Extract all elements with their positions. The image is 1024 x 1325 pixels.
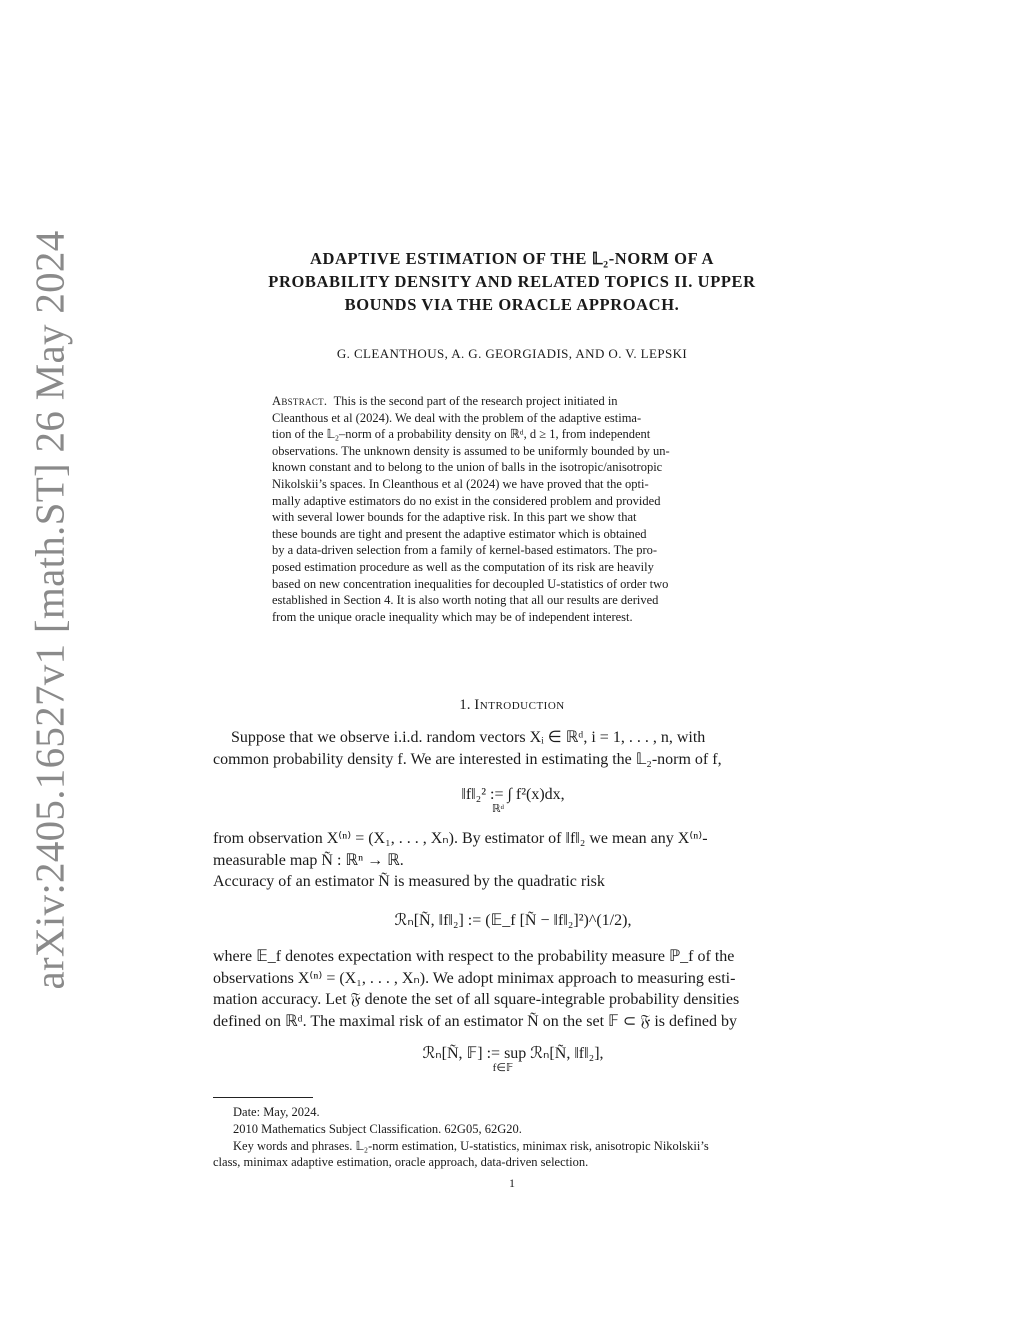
- paragraph-3: [213, 946, 813, 1032]
- abstract-line: tion of the 𝕃₂–norm of a probability density on ℝᵈ, d ≥ 1, from independent: [272, 427, 651, 442]
- equation-subscript: ℝᵈ: [491, 803, 505, 815]
- body-line: mation accuracy. Let 𝔉 denote the set of all square-integrable probability densities: [213, 991, 740, 1008]
- body-line: defined on ℝᵈ. The maximal risk of an estimator Ñ on the set 𝔽 ⊂ 𝔉 is defined by: [213, 1012, 737, 1030]
- abstract-line: with several lower bounds for the adaptive risk. In this part we show that: [272, 510, 637, 525]
- arxiv-stamp: [20, 230, 80, 990]
- abstract-heading: Abstract.: [272, 394, 328, 408]
- abstract-line: from the unique oracle inequality which may be of independent interest.: [272, 609, 633, 624]
- abstract-line: posed estimation procedure as well as the computation of its risk are heavily: [272, 559, 654, 574]
- abstract-line: known constant and to belong to the union of balls in the isotropic/anisotropic: [272, 460, 663, 475]
- equation-body: ‖f‖₂² := ∫ f²(x)dx,: [461, 786, 565, 803]
- section-number: 1.: [459, 697, 471, 713]
- body-line: from observation X⁽ⁿ⁾ = (X₁, . . . , Xₙ). By estimator of ‖f‖₂ we mean any X⁽ⁿ⁾-: [213, 830, 708, 847]
- body-line: observations X⁽ⁿ⁾ = (X₁, . . . , Xₙ). We adopt minimax approach to measuring esti-: [213, 969, 736, 987]
- abstract-line: these bounds are tight and present the adaptive estimator which is obtained: [272, 526, 647, 541]
- footnote-msc: 2010 Mathematics Subject Classification. 62G05, 62G20.: [233, 1121, 522, 1136]
- equation-maximal-risk: [213, 1043, 813, 1074]
- footnotes: [213, 1104, 813, 1171]
- equation-body: ℛₙ[Ñ, 𝔽] := sup ℛₙ[Ñ, ‖f‖₂],: [422, 1045, 604, 1062]
- equation-norm: [213, 786, 813, 815]
- title-line: ADAPTIVE ESTIMATION OF THE 𝕃₂-NORM OF A: [309, 249, 714, 268]
- abstract: [272, 393, 754, 625]
- footnote-keywords-cont: class, minimax adaptive estimation, oracle approach, data-driven selection.: [213, 1155, 589, 1170]
- equation-body: ℛₙ[Ñ, ‖f‖₂] := (𝔼_f [Ñ − ‖f‖₂]²)^(1/2),: [394, 912, 632, 929]
- abstract-text: This is the second part of the research project initiated in: [333, 394, 618, 408]
- abstract-line: Nikolskii’s spaces. In Cleanthous et al (2024) we have proved that the opti-: [272, 476, 649, 491]
- footnote-rule: [213, 1097, 313, 1098]
- section-heading: [210, 697, 814, 714]
- body-line: Accuracy of an estimator Ñ is measured by the quadratic risk: [213, 873, 605, 890]
- paragraph-1: [213, 727, 813, 770]
- arxiv-identifier: arXiv:2405.16527v1 [math.ST] 26 May 2024: [27, 230, 73, 990]
- title-line: BOUNDS VIA THE ORACLE APPROACH.: [344, 295, 680, 314]
- body-line: where 𝔼_f denotes expectation with respect to the probability measure ℙ_f of the: [213, 948, 735, 965]
- body-line: common probability density f. We are interested in estimating the 𝕃₂-norm of f,: [213, 750, 722, 768]
- footnote-date: Date: May, 2024.: [233, 1105, 320, 1119]
- equation-subscript: f∈𝔽: [492, 1062, 514, 1074]
- title-line: PROBABILITY DENSITY AND RELATED TOPICS II. UPPER: [268, 272, 756, 291]
- abstract-line: observations. The unknown density is assumed to be uniformly bounded by un-: [272, 443, 670, 458]
- abstract-line: by a data-driven selection from a family of kernel-based estimators. The pro-: [272, 543, 658, 558]
- abstract-line: [272, 393, 754, 410]
- abstract-line: established in Section 4. It is also worth noting that all our results are derived: [272, 593, 659, 608]
- page-number: 1: [509, 1176, 515, 1190]
- abstract-line: based on new concentration inequalities for decoupled U-statistics of order two: [272, 576, 669, 591]
- body-line: measurable map Ñ : ℝⁿ → ℝ.: [213, 851, 404, 869]
- abstract-line: mally adaptive estimators do no exist in the considered problem and provided: [272, 493, 661, 508]
- paragraph-2: [213, 828, 813, 893]
- section-title: Introduction: [474, 697, 565, 713]
- paper-title: [210, 247, 814, 316]
- abstract-line: Cleanthous et al (2024). We deal with the problem of the adaptive estima-: [272, 410, 642, 425]
- authors: G. CLEANTHOUS, A. G. GEORGIADIS, AND O. V. LEPSKI: [336, 346, 688, 361]
- footnote-keywords: Key words and phrases. 𝕃₂-norm estimation, U-statistics, minimax risk, anisotropic Nikolskii’s: [233, 1138, 709, 1153]
- body-line: Suppose that we observe i.i.d. random vectors Xᵢ ∈ ℝᵈ, i = 1, . . . , n, with: [231, 729, 706, 746]
- equation-risk: [213, 910, 813, 930]
